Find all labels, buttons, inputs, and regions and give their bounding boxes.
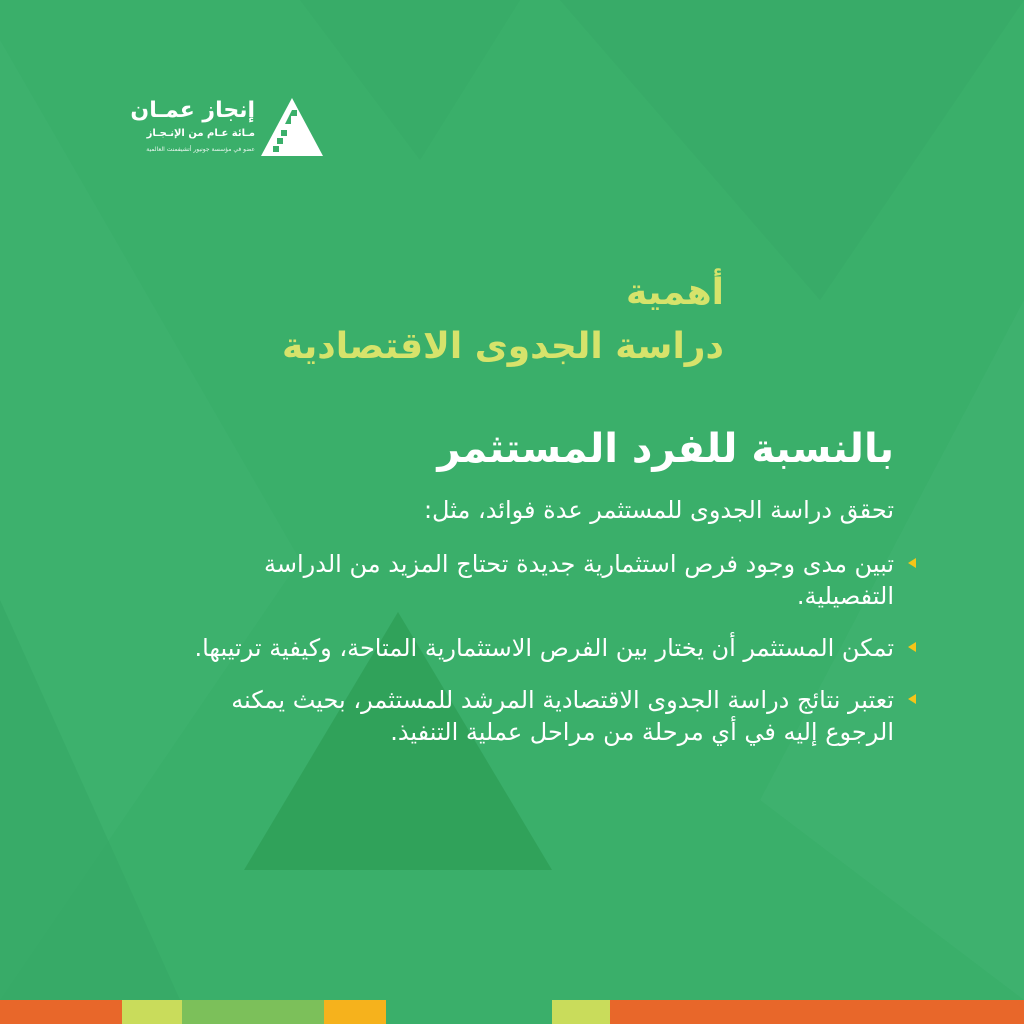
headline-line-2: دراسة الجدوى الاقتصادية (281, 326, 724, 367)
list-item (174, 684, 894, 748)
color-bar-segment (324, 1000, 386, 1024)
pyramid-icon (259, 96, 325, 158)
color-bar-segment (0, 1000, 122, 1024)
list-item-text: تبين مدى وجود فرص استثمارية جديدة تحتاج المزيد من الدراسة التفصيلية. (264, 550, 894, 610)
color-bar-segment (182, 1000, 324, 1024)
list-item-text: تمكن المستثمر أن يختار بين الفرص الاستثمارية المتاحة، وكيفية ترتيبها. (194, 634, 894, 662)
color-bar-segment (122, 1000, 182, 1024)
triangle-bullet-icon (908, 558, 916, 568)
triangle-bullet-icon (908, 642, 916, 652)
triangle-bullet-icon (908, 694, 916, 704)
headline-line-1: أهمية (626, 272, 724, 313)
color-bar (0, 1000, 1024, 1024)
section-title: بالنسبة للفرد المستثمر (437, 426, 894, 472)
logo-tagline: عضو في مؤسسة جونيور أتشيفمنت العالمية (146, 146, 255, 153)
logo-title: إنجاز عمـان (130, 98, 255, 123)
list-item-text: تعتبر نتائج دراسة الجدوى الاقتصادية المرشد للمستثمر، بحيث يمكنه الرجوع إليه في أي مرحلة من مراحل عملية التنفيذ. (231, 686, 894, 746)
list-item (174, 548, 894, 612)
logo (120, 96, 325, 162)
intro-text: تحقق دراسة الجدوى للمستثمر عدة فوائد، مثل: (423, 496, 894, 524)
color-bar-segment (552, 1000, 610, 1024)
list-item (174, 632, 894, 664)
color-bar-segment (610, 1000, 1024, 1024)
logo-subtitle: مـائة عـام من الإنـجـاز (146, 128, 255, 139)
benefits-list (174, 548, 894, 768)
